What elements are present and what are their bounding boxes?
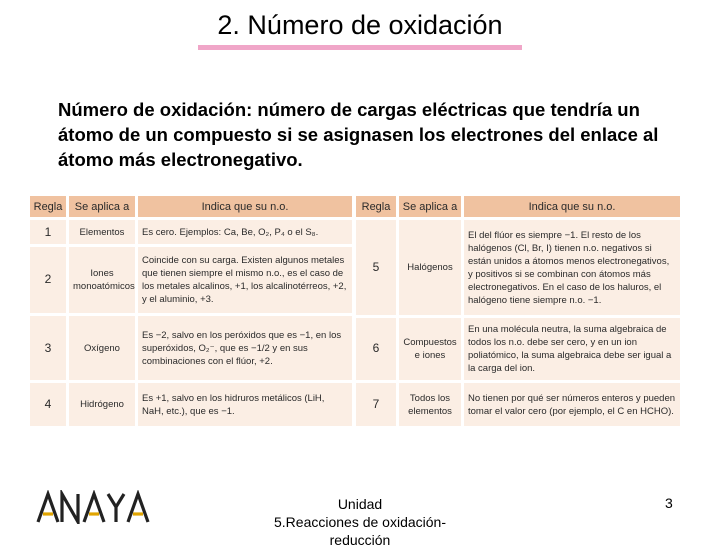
- rule-number: 6: [356, 318, 396, 380]
- table-row: [356, 318, 680, 380]
- title-underline: [198, 45, 522, 50]
- rule-description: Es −2, salvo en los peróxidos que es −1, en los superóxidos, O₂⁻, que es −1/2 y en sus combinaciones con el flúor, +2.: [138, 316, 352, 380]
- rule-description: No tienen por qué ser números enteros y pueden tomar el valor cero (por ejemplo, el C en HCHO).: [464, 383, 680, 426]
- page-number: 3: [665, 495, 673, 511]
- unit-line-2: 5.Reacciones de oxidación-: [274, 514, 446, 530]
- rule-applies: Iones monoatómicos: [69, 247, 135, 313]
- table-row: [30, 383, 352, 426]
- rule-number: 2: [30, 247, 66, 313]
- table-row: [356, 220, 680, 314]
- header-indicates: Indica que su n.o.: [138, 196, 352, 217]
- header-indicates: Indica que su n.o.: [464, 196, 680, 217]
- rule-applies: Halógenos: [399, 220, 461, 314]
- rules-table-right: [353, 193, 683, 429]
- rule-description: En una molécula neutra, la suma algebraica de todos los n.o. debe ser cero, y en un ion poliatómico, la suma algebraica debe ser igual a la carga del ion.: [464, 318, 680, 380]
- rule-number: 3: [30, 316, 66, 380]
- header-rule: Regla: [356, 196, 396, 217]
- rule-number: 5: [356, 220, 396, 314]
- table-row: [30, 220, 352, 244]
- rule-applies: Compuestos e iones: [399, 318, 461, 380]
- oxidation-rules-table: [27, 193, 681, 429]
- rule-description: Es +1, salvo en los hidruros metálicos (LiH, NaH, etc.), que es −1.: [138, 383, 352, 426]
- rule-applies: Oxígeno: [69, 316, 135, 380]
- rule-number: 7: [356, 383, 396, 426]
- rule-number: 4: [30, 383, 66, 426]
- rule-description: El del flúor es siempre −1. El resto de los halógenos (Cl, Br, I) tienen n.o. negativos si están unidos a átomos menos electronegativos, y positivos si se combinan con átomos más electronegativos. En el caso de los haluros, el halógeno tiene siempre n.o. −1.: [464, 220, 680, 314]
- table-row: [356, 383, 680, 426]
- definition-text: Número de oxidación: número de cargas eléctricas que tendría un átomo de un compuesto si se asignasen los electrones del enlace al átomo más electronegativo.: [58, 99, 659, 170]
- unit-line-3: reducción: [329, 532, 391, 548]
- rules-table-left: [27, 193, 355, 429]
- table-row: [30, 316, 352, 380]
- unit-label: [250, 495, 470, 549]
- rule-applies: Todos los elementos: [399, 383, 461, 426]
- anaya-logo: [36, 490, 152, 524]
- rule-number: 1: [30, 220, 66, 244]
- rule-description: Coincide con su carga. Existen algunos metales que tienen siempre el mismo n.o., es el caso de los metales alcalinos, +1, los alcalinotérreos, +2, y el aluminio, +3.: [138, 247, 352, 313]
- unit-line-1: Unidad: [337, 496, 383, 512]
- rule-applies: Elementos: [69, 220, 135, 244]
- slide-title: 2. Número de oxidación: [217, 10, 503, 40]
- header-applies: Se aplica a: [69, 196, 135, 217]
- header-rule: Regla: [30, 196, 66, 217]
- header-applies: Se aplica a: [399, 196, 461, 217]
- rule-description: Es cero. Ejemplos: Ca, Be, O₂, P₄ o el S₈.: [138, 220, 352, 244]
- table-row: [30, 247, 352, 313]
- rule-applies: Hidrógeno: [69, 383, 135, 426]
